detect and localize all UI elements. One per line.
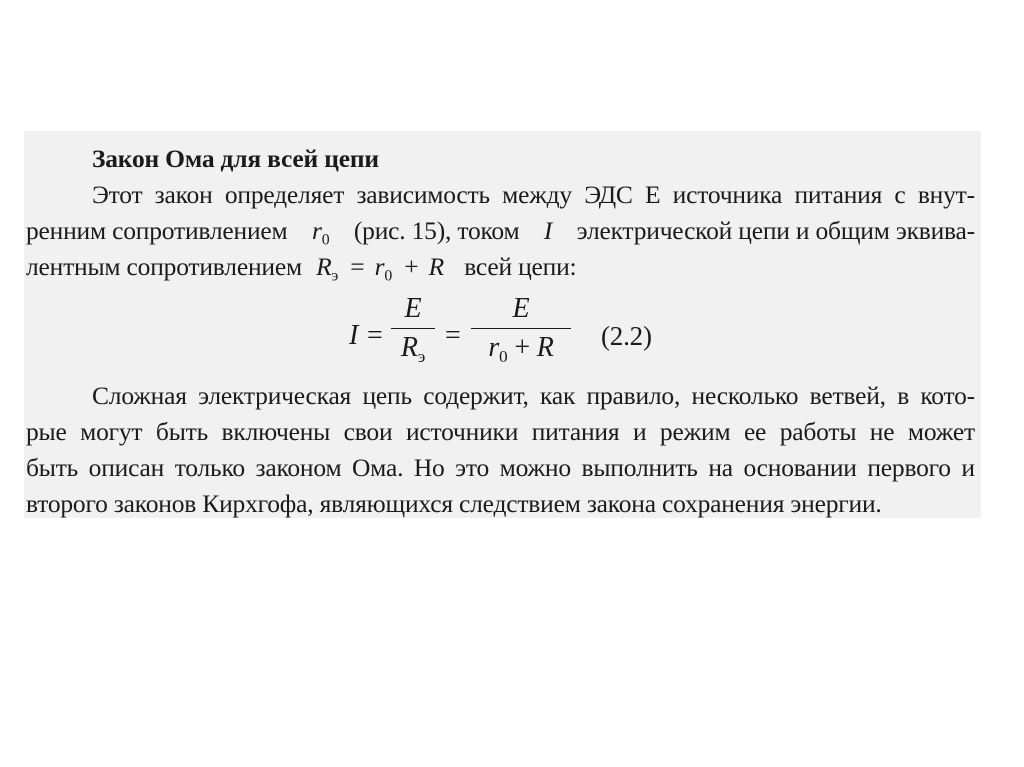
word: правило, [586,381,681,410]
word: только [174,453,245,482]
word: это [455,453,490,482]
word: быть [155,417,209,446]
scanned-page [24,131,981,518]
word: и [961,453,975,482]
text-run: лентным сопротивлением [26,252,302,281]
word: ЭДС [584,180,633,209]
fraction-numerator: E [512,293,530,324]
word: не [869,417,895,446]
formula-lhs: I [349,320,359,351]
subscript: э [331,267,339,285]
word: кото- [920,381,975,410]
equals-sign: = [367,320,383,351]
word: выполнить [581,453,698,482]
word: работы [779,417,857,446]
equation-number: (2.2) [601,321,652,351]
word: содержит, [423,381,529,410]
word: включены [221,417,331,446]
fraction-denominator: $R_э$ [400,332,426,367]
word: на [708,453,733,482]
word: ветвей, [809,381,886,410]
word: источника [672,180,783,209]
paragraph2-line2 [26,414,975,450]
fraction-1 [391,293,435,367]
section-heading: Закон Ома для всей цепи [92,144,379,173]
word: определяет [224,180,345,209]
word: электрическая [198,381,352,410]
equals-sign: = [445,320,461,351]
word: как [540,381,576,410]
paragraph1-line3 [26,249,576,285]
word: свои [343,417,393,446]
word: цепь [362,381,412,410]
word: Сложная [92,381,187,410]
word: рые [26,417,67,446]
word: несколько [691,381,799,410]
word: можно [499,453,571,482]
word: первого [867,453,951,482]
word: между [502,180,572,209]
word: внут- [917,180,975,209]
fraction-bar [471,328,571,329]
word: ее [743,417,767,446]
text-run: всей цепи: [464,252,577,281]
word: Е [645,180,661,209]
word: закон [154,180,213,209]
word: Ома. [351,453,404,482]
word: могут [80,417,143,446]
word: питания [794,180,883,209]
word: режим [659,417,731,446]
word: с [894,180,906,209]
word: быть [26,453,79,482]
word: источники [405,417,519,446]
word: описан [88,453,165,482]
word: законом [255,453,342,482]
word: Этот [92,180,143,209]
equals-sign: = [350,252,365,281]
text-run: ренним сопротивлением [26,216,288,245]
paragraph1-line2 [26,213,975,249]
paragraph2-line4: второго законов Кирхгофа, являющихся следствием закона сохранения энергии. [26,489,882,518]
symbol-r: r [374,252,385,281]
word: зависимость [356,180,490,209]
paragraph2-line1 [92,378,975,414]
word: в [897,381,910,410]
paragraph2-line3 [26,450,975,486]
text-run: электрической цепи и общим эквива- [576,216,975,245]
word: может [907,417,975,446]
text-run: (рис. 15), током [353,216,520,245]
word: питания [531,417,620,446]
symbol-r0: $r_0$ [311,216,330,249]
fraction-denominator: $r_0 + R$ [488,332,554,367]
symbol-current: I [543,216,553,245]
symbol-R: R [428,252,445,281]
plus-sign: + [404,252,419,281]
paragraph1-line1 [92,177,975,213]
fraction-bar [391,328,435,329]
word: Но [413,453,445,482]
subscript: 0 [384,267,393,285]
word: и [632,417,647,446]
symbol-R: R [316,252,332,281]
fraction-numerator: E [404,293,422,324]
fraction-2 [471,293,571,367]
word: основании [743,453,857,482]
